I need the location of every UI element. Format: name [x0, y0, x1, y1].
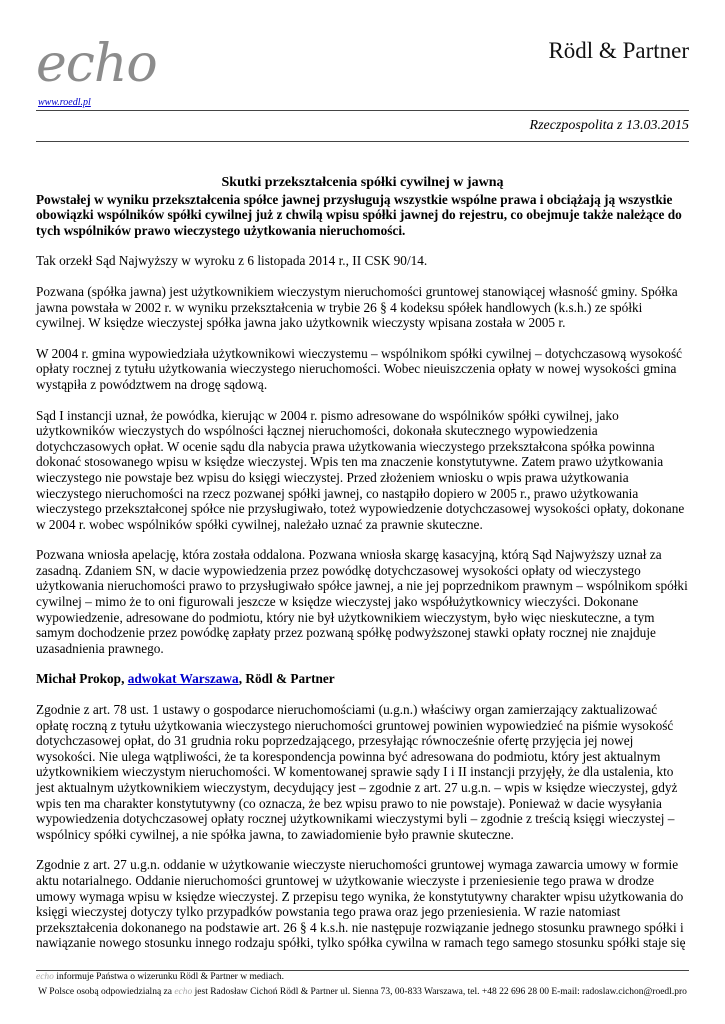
article-lead: Powstałej w wyniku przekształcenia spółce jawnej przysługują wszystkie wspólne prawa i obciążają ją wszystkie obowiązki wspólników spółki cywilnej już z chwilą wpisu spółki jawnej do rejestru, co obejmuje także należące do tych wspólników prawo wieczystego użytkowania nieruchomości.	[36, 191, 682, 238]
author-line	[36, 671, 689, 687]
article-paragraph: Pozwana (spółka jawna) jest użytkownikiem wieczystym nieruchomości gruntowej stanowiącej własność gminy. Spółka jawna powstała w 2002 r. w wyniku przekształcenia w trybie 26 § 4 kodeksu spółek handlowych (k.s.h.) ze spółki cywilnej. W księdze wieczystej spółka jawna jako użytkownik wieczysty wpisana została w 2005 r.	[36, 283, 678, 331]
footer-echo-mark-2: echo	[174, 987, 193, 997]
article-paragraph: Pozwana wniosła apelację, która została oddalona. Pozwana wniosła skargę kasacyjną, którą Sąd Najwyższy uznał za zasadną. Zdaniem SN, w dacie wypowiedzenia przez powódkę dotychczasowej wysokości opłaty od wieczystego użytkowania nieruchomości prawo to przysługiwało spółce jawnej, a nie jej poprzednikom prawnym – wspólnikom spółki cywilnej – mimo że to oni figurowali jeszcze w księdze wieczystej jako współużytkownicy wieczyści. Dokonane wypowiedzenie, adresowane do podmiotu, który nie był użytkownikiem wieczystym, było więc nieskuteczne, a tym samym dochodzenie przez powódkę zapłaty przez pozwaną spółkę podwyższonej stawki opłaty rocznej nie znajduje uzasadnienia prawnego.	[36, 547, 688, 656]
website-link[interactable]: www.roedl.pl	[38, 97, 91, 108]
source-date: Rzeczpospolita z 13.03.2015	[529, 118, 689, 133]
article-title: Skutki przekształcenia spółki cywilnej w jawną	[221, 175, 504, 190]
article-paragraph: Tak orzekł Sąd Najwyższy w wyroku z 6 listopada 2014 r., II CSK 90/14.	[36, 253, 428, 269]
header-divider	[36, 110, 689, 111]
header-divider-lower	[36, 141, 689, 142]
footer-line-2-pre: W Polsce osobą odpowiedzialną za	[38, 987, 175, 997]
footer-line-2	[36, 985, 689, 1000]
article-paragraph: Zgodnie z art. 27 u.g.n. oddanie w użytkowanie wieczyste nieruchomości gruntowej wymaga zawarcia umowy w formie aktu notarialnego. Oddanie nieruchomości gruntowej w użytkowanie wieczyste i przeniesienie tego prawa w drodze umowy wymaga wpisu w księdze wieczystej. Z przepisu tego wynika, że konstytutywny charakter wpisu użytkowania do księgi wieczystej dotyczy tylko przypadków powstania tego prawa oraz jego przeniesienia. W razie natomiast przekształcenia dokonanego na podstawie art. 26 § 4 k.s.h. nie następuje rozwiązanie jednego stosunku prawnego spółki i nawiązanie nowego stosunku innego rodzaju spółki, tylko spółka cywilna w ramach tego samego stosunku spółki staje się	[36, 857, 686, 951]
footer-line-1-text: informuje Państwa o wizerunku Rödl & Partner w mediach.	[53, 972, 284, 982]
footer	[36, 970, 689, 1000]
author-name: Michał Prokop,	[36, 671, 125, 687]
author-firm: , Rödl & Partner	[238, 671, 335, 687]
footer-line-1	[36, 970, 689, 985]
article-paragraph: Zgodnie z art. 78 ust. 1 ustawy o gospodarce nieruchomościami (u.g.n.) właściwy organ zamierzający zaktualizować opłatę roczną z tytułu użytkowania wieczystego nieruchomości gruntowej powinien wypowiedzieć na piśmie wysokość dotychczasowej opłat, do 31 grudnia roku poprzedzającego, przesyłając równocześnie ofertę przyjęcia jej nowej wysokości. Nie ulega wątpliwości, że ta korespondencja powinna być adresowana do podmiotu, który jest aktualnym użytkownikiem wieczystym nieruchomości. W komentowanej sprawie sądy I i II instancji przyjęły, że dla ustalenia, kto jest aktualnym użytkownikiem wieczystym, decydujący jest – zgodnie z art. 27 u.g.n. – wpis w księdze wieczystej, gdyż wpis ten ma charakter konstytutywny (co oznacza, że bez wpisu prawo to nie powstaje). Ponieważ w dacie wysyłania wypowiedzenia dotychczasowej opłaty rocznej użytkownikami wieczystymi byli – zgodnie z treścią księgi wieczystej – wspólnicy spółki cywilnej, a nie spółka jawna, to zawiadomienie było prawnie skuteczne.	[36, 702, 678, 842]
brand-name: Rödl & Partner	[548, 38, 689, 63]
echo-logo: echo	[36, 34, 157, 94]
footer-echo-mark: echo	[36, 972, 54, 982]
article-paragraph: Sąd I instancji uznał, że powódka, kierując w 2004 r. pismo adresowane do wspólników spółki cywilnej, jako użytkowników wieczystych do wspólności łącznej nieruchomości, dokonała skutecznego wypowiedzenia dotychczasowych opłat. W ocenie sądu dla nabycia prawa użytkowania wieczystego przekształcona spółka powinna dokonać stosowanego wpisu w księdze wieczystej. Wpis ten ma znaczenie konstytutywne. Zatem prawo użytkowania wieczystego nie powstaje bez wpisu do księgi wieczystej. Przed złożeniem wniosku o wpis prawa użytkowania wieczystego nieruchomości na rzecz pozwanej spółki jawnej, co nastąpiło dopiero w 2005 r., prawo użytkowania wieczystego przekształconej spółce nie przysługiwało, toteż wypowiedzenie dotychczasowej wysokości opłaty, dokonane w 2004 r. wobec wspólników spółki cywilnej, należało uznać za prawnie skuteczne.	[36, 407, 685, 532]
article	[36, 175, 689, 966]
author-link[interactable]: adwokat Warszawa	[127, 671, 239, 687]
article-paragraph: W 2004 r. gmina wypowiedziała użytkownikowi wieczystemu – wspólnikom spółki cywilnej – dotychczasową wysokość opłaty rocznej z tytułu użytkowania wieczystego nieruchomości. Wobec nieuiszczenia opłaty w nowej wysokości gmina wystąpiła z powództwem na drogę sądową.	[36, 345, 683, 392]
footer-line-2-post: jest Radosław Cichoń Rödl & Partner ul. Sienna 73, 00-833 Warszawa, tel. +48 22 696 28 00 E-mail: radoslaw.cichon@roedl.pro	[192, 987, 687, 997]
